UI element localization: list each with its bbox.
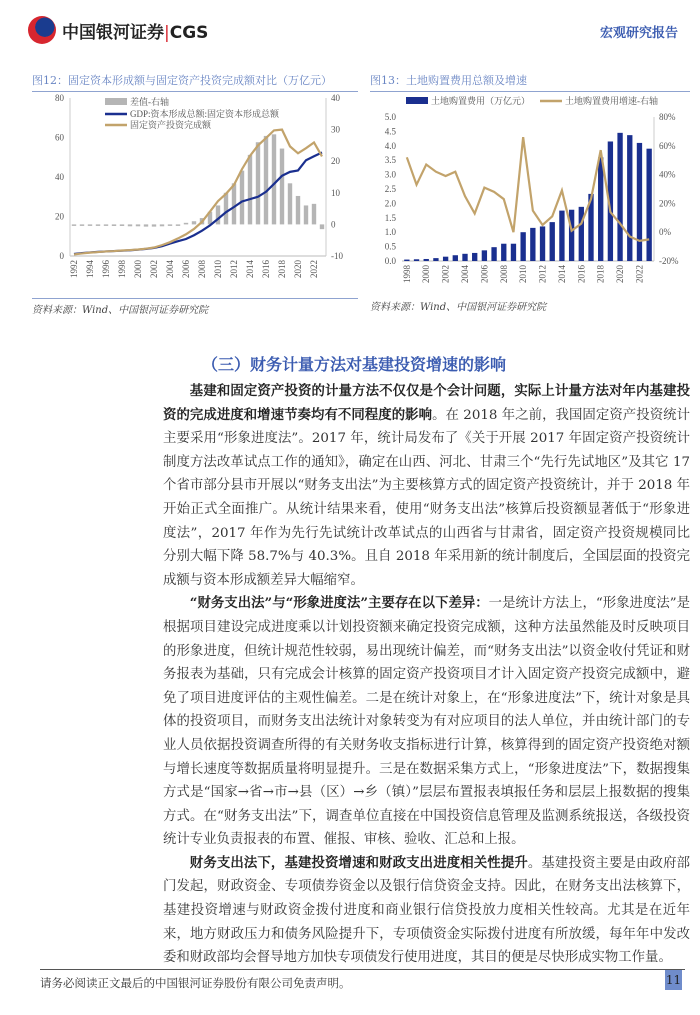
y-right-tick: 20 [331, 156, 340, 167]
x-tick: 1992 [69, 260, 79, 278]
y-left-tick: 40 [55, 172, 64, 182]
bar [104, 224, 108, 226]
chart13-title: 图13：土地购置费用总额及增速 [370, 72, 690, 92]
x-tick: 1998 [117, 260, 127, 278]
paragraph-1: 基建和固定资产投资的计量方法不仅仅是个会计问题，实际上计量方法对年内基建投资的完成进度和增速节奏均有不同程度的影响。在 2018 年之前，我国固定资产投资统计主要采用“形象进度法”。2017 年，统计局发布了《关于开展 2017 年固定资产投资统计制度方法改革试点工作的通知》，确定在山西、河北、甘肃三个“先行先试地区”及其它 17 个省市部分县市开展以“财务支出法”为主要核算方式的固定资产投资统计，并于 2018 年开始正式全面推广。从统计结果来看，使用“财务支出法”核算后投资额显著低于“形象进度法”，2017 年作为先行先试统计改革试点的山西省与甘肃省，固定资产投资规模同比分别大幅下降 58.7%与 40.3%。且自 2018 年采用新的统计制度后，全国层面的投资完成额与资本形成额差异大幅缩窄。 [163, 383, 690, 588]
legend-label: 土地购置费用增速-右轴 [565, 96, 658, 106]
series-line [74, 130, 322, 255]
x-tick: 2020 [615, 265, 626, 283]
logo-text: 中国银河证券|CGS [62, 22, 209, 43]
report-type: 宏观研究报告 [599, 26, 678, 41]
bar [144, 224, 148, 226]
bar [540, 226, 545, 261]
x-tick: 2022 [309, 260, 319, 278]
footer-divider [40, 969, 685, 970]
x-tick: 1994 [85, 260, 95, 278]
bar [501, 244, 506, 261]
y-right-tick: 40% [659, 169, 676, 180]
x-tick: 1998 [401, 265, 412, 283]
bar [530, 228, 535, 261]
series-line [74, 153, 322, 255]
y-right-tick: 40 [331, 93, 340, 103]
y-right-tick: 80% [659, 112, 676, 122]
bar [152, 224, 156, 226]
paragraph-2: “财务支出法”与“形象进度法”主要存在以下差异：一是统计方法上，“形象进度法”是根据项目建设完成进度乘以计划投资额来确定投资完成额，这种方法虽然能及时反映项目的形象进度，但统计规范性较弱，易出现统计偏差，而“财务支出法”以资金收付凭证和财务报表为基础，只有完成会计核算的固定资产投资项目才计入固定资产投资完成额中，避免了项目进度评估的主观性偏差。二是在统计对象上，在“形象进度法”下，统计对象是具体的投资项目，而财务支出法统计对象转变为有对应项目的法人单位，并由统计部门的专业人员依据投资调查所得的有关财务收支指标进行计算，核算得到的固定资产投资绝对额与增长速度等数据质量将明显提升。三是在数据采集方式上，“形象进度法”下，数据搜集方式是“国家→省→市→县（区）→乡（镇）”层层布置报表填报任务和层层上报数据的搜集方式。在“财务支出法”下，调查单位直接在中国投资信息管理及监测系统报送，各级投资统计专业负责报表的布置、催报、审核、验收、汇总和上报。 [163, 595, 690, 848]
y-left-tick: 80 [55, 93, 64, 103]
section-heading: （三）财务计量方法对基建投资增速的影响 [202, 355, 507, 374]
bar [128, 224, 132, 226]
x-tick: 2002 [149, 260, 159, 278]
x-tick: 2020 [293, 260, 303, 278]
bar [280, 149, 284, 225]
bar [72, 224, 76, 226]
bar [296, 196, 300, 224]
bar [569, 210, 574, 261]
bar [482, 250, 487, 261]
bar [224, 193, 228, 225]
bar [617, 133, 622, 261]
x-tick: 2004 [460, 265, 470, 283]
bar [550, 222, 555, 261]
y-right-tick: -10 [331, 251, 343, 261]
y-left-tick: 2.5 [384, 184, 396, 194]
x-tick: 2014 [245, 260, 255, 278]
chart13-source: 资料来源：Wind、中国银河证券研究院 [370, 302, 547, 313]
y-right-tick: 0 [331, 219, 336, 230]
x-tick: 1996 [101, 260, 111, 278]
bar [96, 224, 100, 226]
bar [184, 223, 188, 225]
bar [453, 255, 458, 261]
y-right-tick: 10 [331, 187, 340, 198]
bar [520, 232, 525, 261]
bar [240, 171, 244, 225]
x-tick: 2008 [498, 265, 509, 283]
paragraph-3: 财务支出法下，基建投资增速和财政支出进度相关性提升。基建投资主要是由政府部门发起，财政资金、专项债券资金以及银行信贷资金支持。因此，在财务支出法核算下，基建投资增速与财政资金拨付进度和商业银行信贷投放力度相关性较高。尤其是在近年来，地方财政压力和债务风险提升下，专项债资金实际拨付进度有所放缓，每年年中发改委和财政部均会督导地方加快专项债发行使用进度，其目的便是尽快形成实物工作量。 [163, 854, 690, 966]
x-tick: 2014 [556, 265, 567, 283]
legend-swatch [406, 97, 428, 104]
x-tick: 2018 [595, 265, 606, 283]
bar [462, 254, 467, 261]
bar [216, 205, 220, 224]
legend-label: GDP:资本形成总额:固定资本形成总额 [130, 109, 280, 119]
footer-disclaimer: 请务必阅读正文最后的中国银河证券股份有限公司免责声明。 [40, 976, 351, 990]
y-left-tick: 0.0 [384, 256, 396, 266]
x-tick: 2010 [518, 265, 529, 283]
y-left-tick: 3.5 [384, 155, 396, 166]
bar [248, 155, 252, 225]
legend-label: 固定资产投资完成额 [130, 120, 212, 130]
bar [598, 157, 603, 261]
bar [637, 143, 642, 261]
bar [288, 183, 292, 224]
y-right-tick: 0% [659, 227, 671, 238]
x-tick: 2000 [133, 260, 143, 278]
company-logo [28, 16, 208, 44]
bar [646, 149, 651, 261]
x-tick: 2012 [537, 265, 548, 283]
bar [176, 224, 180, 226]
bar [312, 204, 316, 225]
x-tick: 2016 [576, 265, 587, 283]
bar [443, 257, 448, 261]
bar [168, 224, 172, 226]
x-tick: 2016 [261, 260, 271, 278]
legend-label: 差值-右轴 [130, 97, 169, 107]
bar [120, 224, 124, 226]
y-left-tick: 4.5 [384, 126, 396, 137]
y-left-tick: 1.5 [384, 212, 396, 223]
y-right-tick: 30 [331, 124, 340, 135]
bar [304, 205, 308, 224]
bar [511, 244, 516, 261]
bar [256, 142, 260, 224]
logo-icon [28, 16, 56, 44]
bar [579, 207, 584, 261]
chart12 [30, 90, 360, 295]
bar [232, 183, 236, 224]
bar [88, 224, 92, 226]
y-right-tick: 20% [659, 198, 676, 209]
y-left-tick: 60 [55, 132, 64, 143]
legend-swatch [105, 98, 127, 105]
bar [264, 136, 268, 224]
x-tick: 2022 [634, 265, 645, 283]
chart13 [362, 90, 692, 295]
x-tick: 2018 [277, 260, 287, 278]
chart12-title: 图12：固定资本形成额与固定资产投资完成额对比（万亿元） [32, 72, 358, 92]
x-tick: 2006 [479, 265, 490, 283]
bar [320, 224, 324, 229]
y-left-tick: 0 [59, 251, 64, 261]
bar [424, 259, 429, 261]
x-tick: 2002 [440, 265, 451, 283]
bar [433, 258, 438, 261]
x-tick: 2008 [197, 260, 207, 278]
bar [559, 211, 564, 261]
y-left-tick: 20 [55, 211, 64, 222]
legend-label: 土地购置费用（万亿元） [431, 96, 531, 106]
chart12-source: 资料来源：Wind、中国银河证券研究院 [32, 298, 358, 316]
bar [472, 253, 477, 261]
page-number: 11 [665, 970, 682, 990]
y-left-tick: 4.0 [384, 140, 396, 151]
bar [414, 259, 419, 261]
y-left-tick: 5.0 [384, 112, 396, 122]
bar [112, 224, 116, 226]
bar [627, 135, 632, 261]
x-tick: 2010 [213, 260, 223, 278]
x-tick: 2006 [181, 260, 191, 278]
bar [404, 260, 409, 261]
y-right-tick: -20% [659, 256, 679, 266]
y-left-tick: 0.5 [384, 241, 396, 252]
bar [192, 221, 196, 224]
y-left-tick: 3.0 [384, 169, 396, 180]
bar [80, 224, 84, 226]
bar [272, 134, 276, 224]
x-tick: 2012 [229, 260, 239, 278]
bar [491, 247, 496, 261]
y-left-tick: 2.0 [384, 198, 396, 209]
y-right-tick: 60% [659, 140, 676, 151]
body-text [163, 380, 690, 970]
bar [160, 224, 164, 226]
y-left-tick: 1.0 [384, 227, 396, 238]
x-tick: 2004 [165, 260, 175, 278]
bar [136, 224, 140, 226]
x-tick: 2000 [421, 265, 432, 283]
